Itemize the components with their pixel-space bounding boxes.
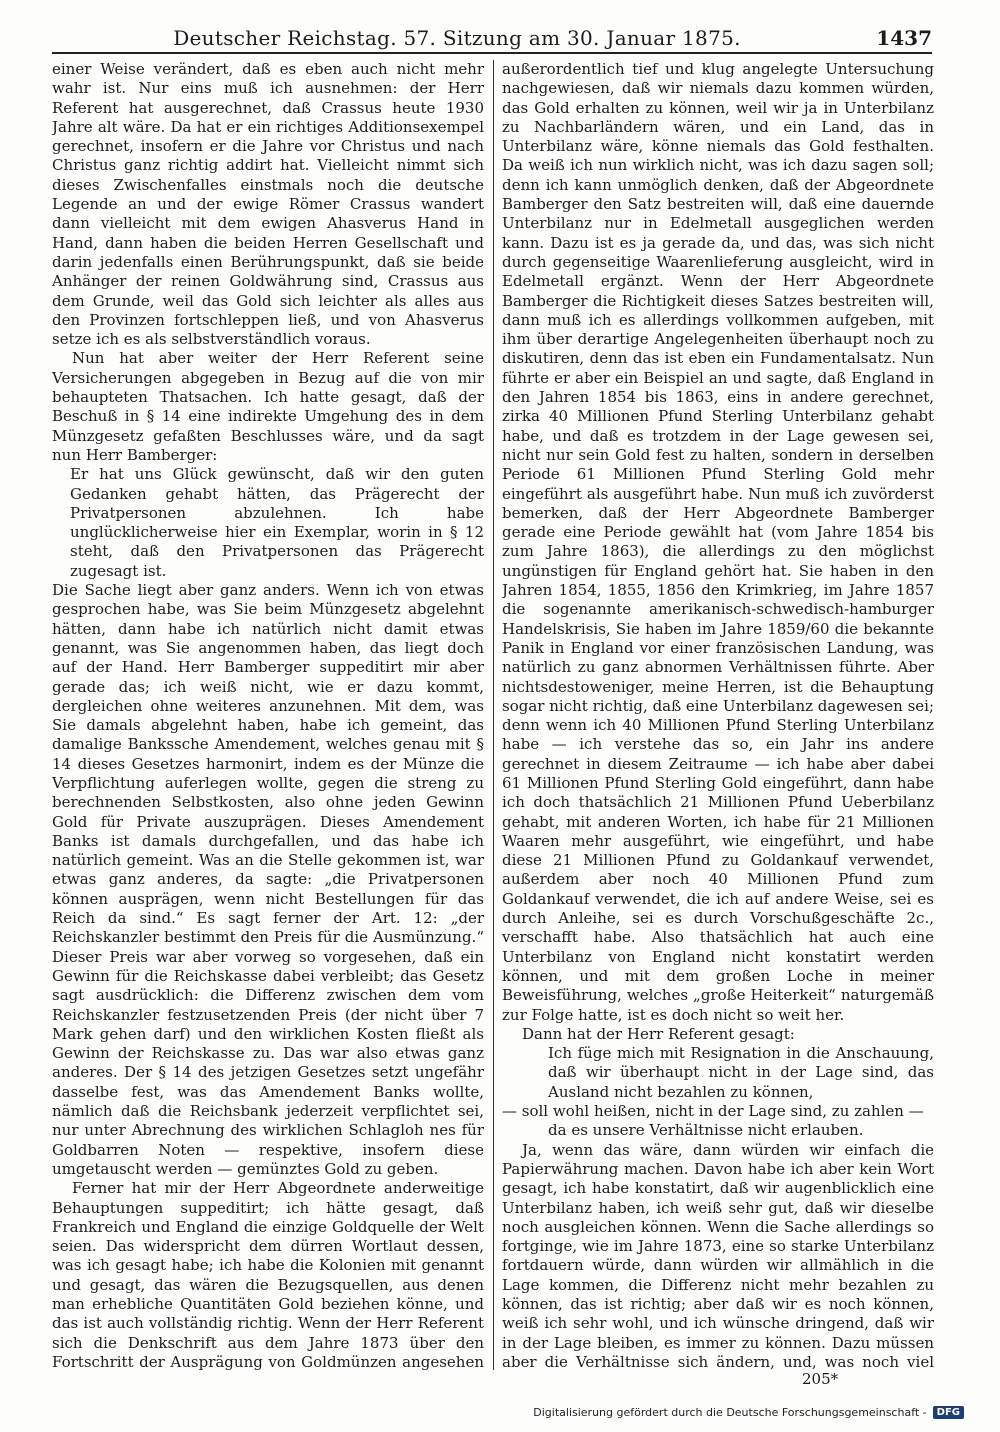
quotation: da es unsere Verhältnisse nicht erlauben.	[548, 1121, 864, 1140]
running-title: Deutscher Reichstag. 57. Sitzung am 30. Januar 1875.	[173, 26, 741, 50]
digitization-footer	[533, 1406, 964, 1419]
right-column	[502, 60, 934, 1372]
paragraph: einer Weise verändert, daß es eben auch nicht mehr wahr ist. Nur eins muß ich ausnehmen: der Herr Referent hat ausgerechnet, daß Crassus heute 1930 Jahre alt wäre. Da hat er ein richtiges Additionsexempel gerechnet, insofern er die Jahre vor Christus und nach Christus ganz richtig addirt hat. Vielleicht nimmt sich dieses Zwischenfalles einstmals noch die deutsche Legende an und der ewige Römer Crassus wandert dann vielleicht mit dem ewigen Ahasverus Hand in Hand, dann haben die beiden Herren Gesellschaft und darin jedenfalls einen Berührungspunkt, daß sie beide Anhänger der reinen Goldwährung sind, Crassus aus dem Grunde, weil das Gold sich leichter als alles aus den Provinzen fortschleppen ließ, und von Ahasverus setze ich es als selbstverständlich voraus.	[52, 60, 484, 349]
paragraph: außerordentlich tief und klug angelegte Untersuchung nachgewiesen, daß wir niemals dazu kommen würden, das Gold erhalten zu können, weil wir ja in Unterbilanz zu Nachbarländern wären, und ein Land, das in Unterbilanz wäre, könne niemals das Gold festhalten. Da weiß ich nun wirklich nicht, was ich dazu sagen soll; denn ich kann unmöglich denken, daß der Abgeordnete Bamberger den Satz bestreiten will, daß eine dauernde Unterbilanz nur in Edelmetall ausgeglichen werden kann. Dazu ist es ja gerade da, und das, was sich nicht durch gegenseitige Waarenlieferung ausgleicht, wird in Edelmetall ergänzt. Wenn der Herr Abgeordnete Bamberger die Richtigkeit dieses Satzes bestreiten will, dann muß ich es allerdings vollkommen aufgeben, mit ihm über derartige Angelegenheiten überhaupt noch zu diskutiren, denn das ist eben ein Fundamentalsatz. Nun führte er aber ein Beispiel an und sagte, daß England in den Jahren 1854 bis 1863, eins in andere gerechnet, zirka 40 Millionen Pfund Sterling Unterbilanz gehabt habe, und daß es trotzdem in der Lage gewesen sei, nicht nur sein Gold fest zu halten, sondern in derselben Periode 61 Millionen Pfund Sterling Gold mehr eingeführt als ausgeführt habe. Nun muß ich zuvörderst bemerken, daß der Herr Abgeordnete Bamberger gerade eine Periode gewählt hat (vom Jahre 1854 bis zum Jahre 1863), die allerdings zu den möglichst ungünstigen für England gehört hat. Sie haben in den Jahren 1854, 1855, 1856 den Krimkrieg, im Jahre 1857 die sogenannte amerikanisch-schwedisch-hamburger Handelskrisis, Sie haben im Jahre 1859/60 die bekannte Panik in England vor einer französischen Landung, was natürlich zu ganz abnormen Verhältnissen führte. Aber nichtsdestoweniger, meine Herren, ist die Behauptung sogar nicht richtig, daß eine Unterbilanz dagewesen sei; denn wenn ich 40 Millionen Pfund Sterling Unterbilanz habe — ich verstehe das so, ein Jahr ins andere gerechnet in diesem Zeitraume — ich habe aber dabei 61 Millionen Pfund Sterling Gold eingeführt, dann habe ich doch thatsächlich 21 Millionen Pfund Ueberbilanz gehabt, mit anderen Worten, ich habe für 21 Millionen Waaren mehr ausgeführt, wie eingeführt, und habe diese 21 Millionen Pfund zu Goldankauf verwendet, außerdem aber noch 40 Millionen Pfund zum Goldankauf verwendet, die ich auf andere Weise, sei es durch Anleihe, sei es durch Vorschußgeschäfte 2c., verschafft habe. Also thatsächlich hat auch eine Unterbilanz von England nicht konstatirt werden können, und mit dem großen Loche in meiner Beweisführung, welches „große Heiterkeit“ naturgemäß zur Folge hatte, ist es doch nicht so weit her.	[502, 60, 934, 1024]
quotation: Ich füge mich mit Resignation in die Anschauung, daß wir überhaupt nicht in der Lage sind, das Ausland nicht bezahlen zu können,	[548, 1044, 934, 1101]
signature-mark: 205*	[802, 1370, 839, 1388]
paragraph: Dann hat der Herr Referent gesagt:	[522, 1024, 795, 1043]
paragraph: Nun hat aber weiter der Herr Referent seine Versicherungen abgegeben in Bezug auf die von mir behaupteten Thatsachen. Ich hatte gesagt, daß der Beschuß in § 14 eine indirekte Umgehung des in dem Münzgesetz gefaßten Beschlusses wäre, und da sagt nun Herr Bamberger:	[52, 349, 484, 464]
paragraph: Die Sache liegt aber ganz anders. Wenn ich von etwas gesprochen habe, was Sie beim Münzgesetz abgelehnt hätten, dann habe ich natürlich nicht damit etwas genannt, was Sie angenommen haben, das liegt doch auf der Hand. Herr Bamberger suppeditirt mir aber gerade das; ich weiß nicht, wie er dazu kommt, dergleichen ohne weiteres anzunehnen. Mit dem, was Sie damals abgelehnt haben, habe ich gemeint, das damalige Bankssche Amendement, welches genau mit § 14 dieses Gesetzes harmonirt, indem es der Münze die Verpflichtung auferlegen wollte, gegen die streng zu berechnenden Selbstkosten, also ohne jeden Gewinn Gold für Private auszuprägen. Dieses Amendement Banks ist damals durchgefallen, und das habe ich natürlich gemeint. Was an die Stelle gekommen ist, war etwas ganz anderes, da sagte: „die Privatpersonen können ausprägen, wenn nicht Bestellungen für das Reich da sind.“ Es sagt ferner der Art. 12: „der Reichskanzler bestimmt den Preis für die Ausmünzung.“ Dieser Preis war aber vorweg so vorgesehen, daß ein Gewinn für die Reichskasse dabei verbleibt; das Gesetz sagt ausdrücklich: die Differenz zwischen dem vom Reichskanzler festzusetzenden Preis (der nicht über 7 Mark gehen darf) und den wirklichen Kosten fließt als Gewinn der Reichskasse zu. Das war also etwas ganz anderes. Der § 14 des jetzigen Gesetzes setzt ungefähr dasselbe fest, was das Amendement Banks wollte, nämlich daß die Reichsbank jederzeit verpflichtet sei, nur unter Abrechnung des wirklichen Schlagloh nes für Goldbarren Noten — respektive, insofern diese umgetauscht werden — gemünztes Gold zu geben.	[52, 581, 484, 1178]
footer-text: Digitalisierung gefördert durch die Deutsche Forschungsgemeinschaft -	[533, 1406, 927, 1419]
page-header	[52, 14, 932, 50]
page-number: 1437	[876, 26, 932, 50]
column-divider	[493, 60, 494, 1370]
dfg-logo-icon: DFG	[933, 1406, 964, 1419]
paragraph: Ferner hat mir der Herr Abgeordnete anderweitige Behauptungen suppeditirt; ich hätte gesagt, daß Frankreich und England die einzige Goldquelle der Welt seien. Das widerspricht dem dürren Wortlaut dessen, was ich gesagt habe; ich habe die Kolonien mit genannt und gesagt, das wären die Bezugsquellen, aus denen man erhebliche Quantitäten Gold beziehen könne, und das ist auch vollständig richtig. Wenn der Herr Referent sich die Denkschrift aus dem Jahre 1873 über den Fortschritt der Ausprägung von Goldmünzen angesehen	[52, 1179, 484, 1371]
quotation: Er hat uns Glück gewünscht, daß wir den guten Gedanken gehabt hätten, das Prägerecht der Privatpersonen abzulehnen. Ich habe unglücklicherweise hier ein Exemplar, worin in § 12 steht, daß den Privatpersonen das Prägerecht zugesagt ist.	[70, 465, 484, 580]
paragraph: — soll wohl heißen, nicht in der Lage sind, zu zahlen —	[502, 1102, 924, 1121]
header-rule	[52, 52, 932, 54]
left-column	[52, 60, 484, 1372]
paragraph: Ja, wenn das wäre, dann würden wir einfach die Papierwährung machen. Davon habe ich aber kein Wort gesagt, ich habe konstatirt, daß wir augenblicklich eine Unterbilanz haben, ich weiß sehr gut, daß wir dieselbe noch ausgleichen können. Wenn die Sache allerdings so fortginge, wie im Jahre 1873, eine so starke Unterbilanz fortdauern würde, dann würden wir allmählich in die Lage kommen, die Differenz nicht mehr bezahlen zu können, das ist richtig; aber daß wir es noch können, weiß ich sehr wohl, und ich wünsche dringend, daß wir in der Lage bleiben, es immer zu können. Dazu müssen aber die Verhältnisse sich ändern, und, was noch viel	[502, 1140, 934, 1371]
